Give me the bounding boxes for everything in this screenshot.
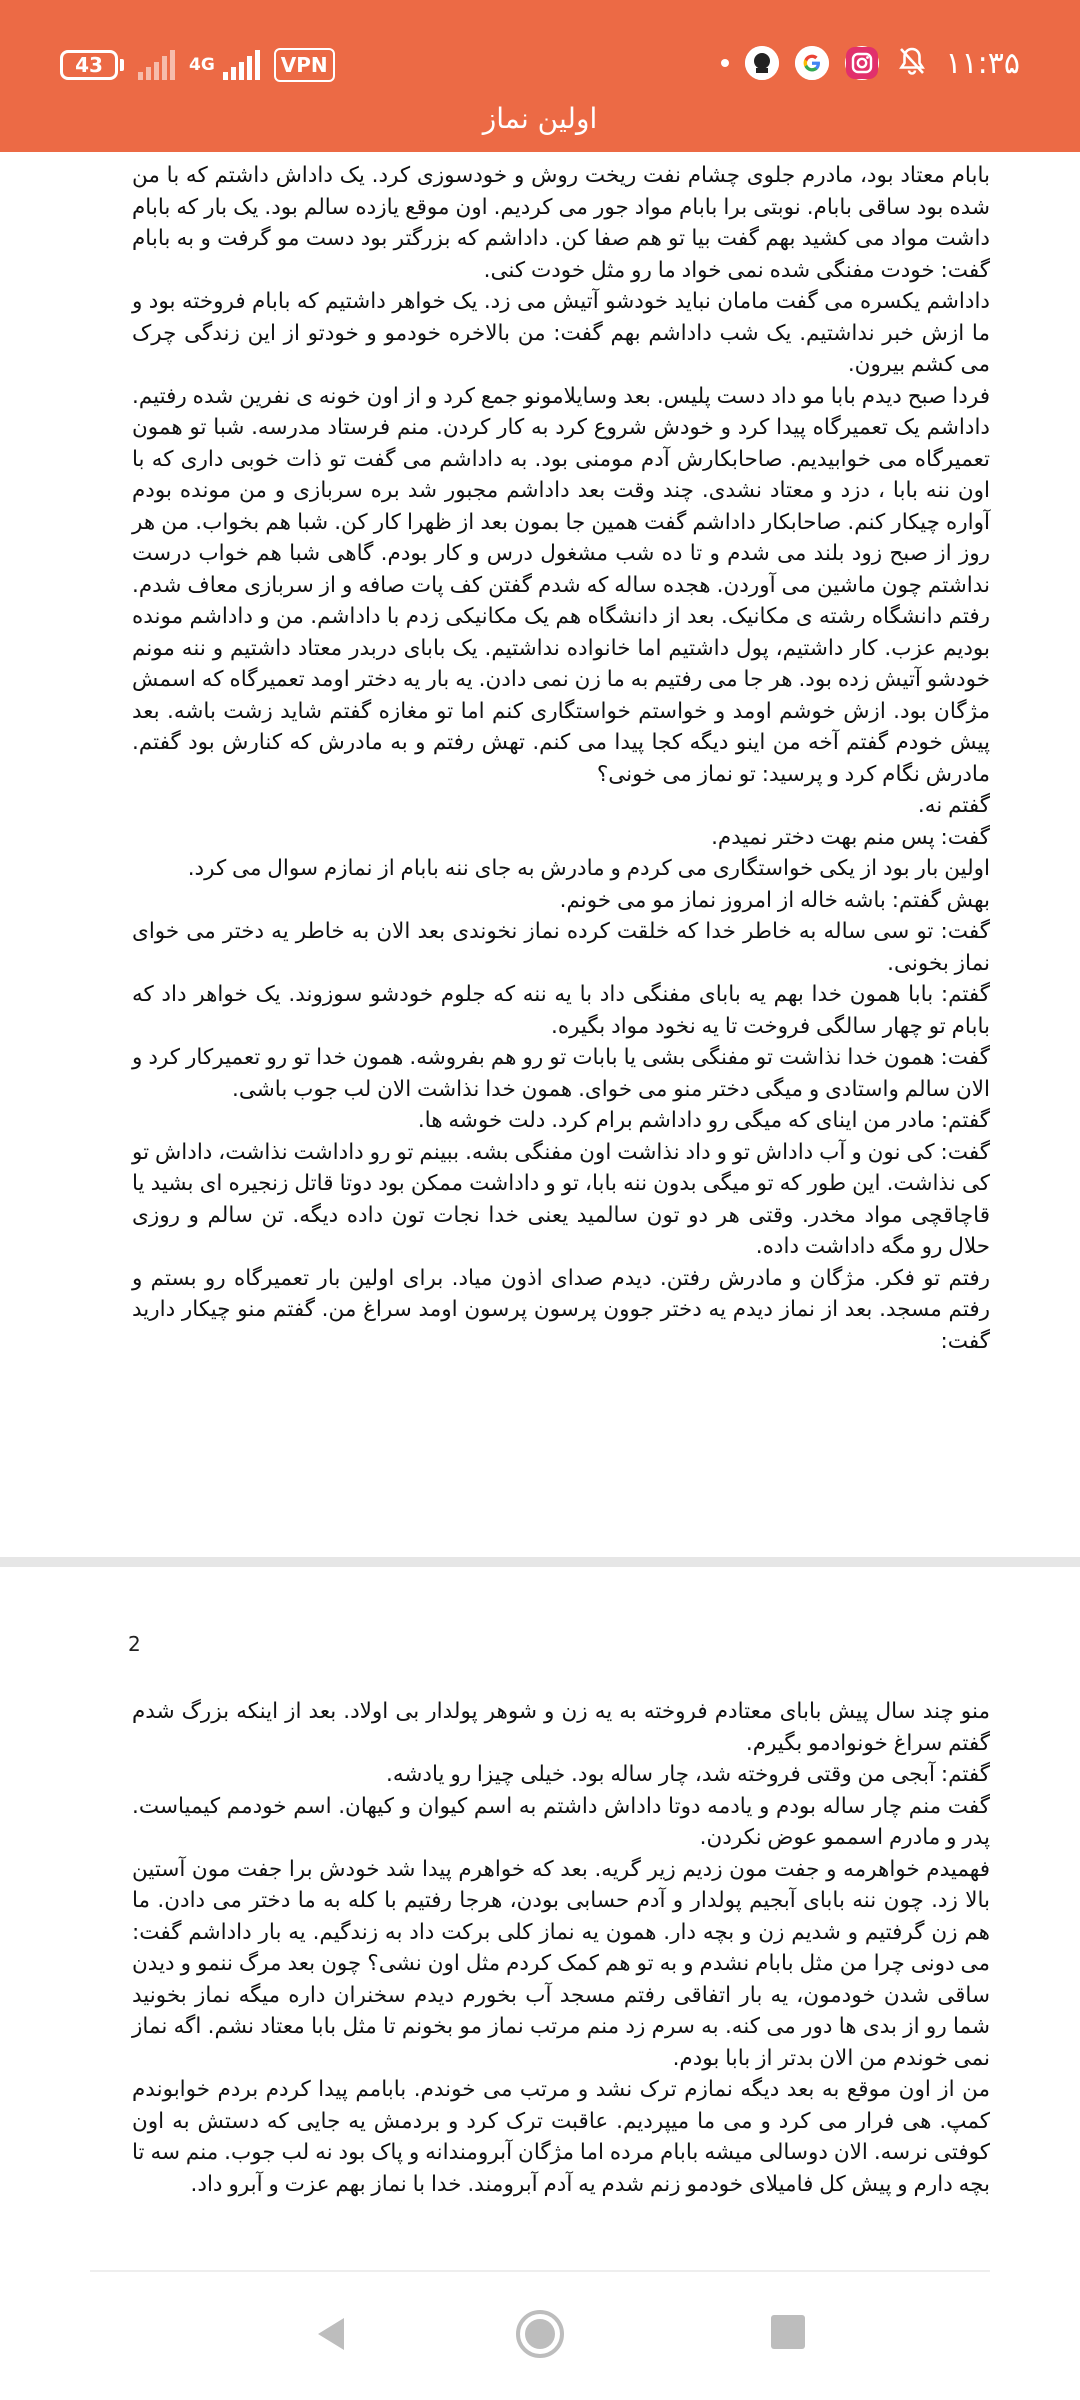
paragraph: فردا صبح دیدم بابا مو داد دست پلیس. بعد وسایلامونو جمع کرد و از اون خونه ی نفرین شده رفتیم. داداشم یک تعمیرگاه پیدا کرد و خودش شروع کرد به کار کردن. منم فرستاد مدرسه. شبا تو همون تعمیرگاه می خوابیدیم. صاحابکارش آدم مومنی بود. به داداشم می گفت تو ذات خوبی داری که با اون ننه بابا ، دزد و معتاد نشدی. چند وقت بعد داداشم مجبور شد بره سربازی و من مونده بودم آواره چیکار کنم. صاحابکار داداشم گفت همین جا بمون بعد از ظهرا کار کن. شبا هم بخواب. من هر روز از صبح زود بلند می شدم و تا ده شب مشغول درس و کار بودم. گاهی شبا هم خواب درست نداشتم چون ماشین می آوردن. هجده ساله که شدم گفتن کف پات صافه و از سربازی معاف شدم. رفتم دانشگاه رشته ی مکانیک. بعد از دانشگاه هم یک مکانیکی زدم با داداشم. من و داداشم مونده بودیم عزب. کار داشتیم، پول داشتیم اما خانواده نداشتیم. یک بابای دربدر معتاد داشتیم و ننه مونم خودشو آتیش زده بود. هر جا می رفتیم به ما زن نمی دادن. یه بار یه دختر اومد تعمیرگاه که اسمش مژگان بود. ازش خوشم اومد و خواستم خواستگاری کنم اما تو مغازه گفتم شاید زشت باشه. بعد پیش خودم گفتم آخه من اینو دیگه کجا پیدا می کنم. تهش رفتم و به مادرش که کنارش بود گفتم. مادرش نگام کرد و پرسید: تو نماز می خونی؟	[132, 383, 990, 787]
network-type: 4G	[189, 54, 215, 75]
document-page-2	[132, 1696, 990, 2200]
paragraph: بهش گفتم: باشه خاله از امروز نماز مو می خونم.	[559, 887, 990, 913]
battery-icon	[60, 50, 118, 80]
paragraph: رفتم تو فکر. مژگان و مادرش رفتن. دیدم صدای اذون میاد. برای اولین بار تعمیرگاه رو بستم و رفتم مسجد. بعد از نماز دیدم یه دختر جوون پرسون پرسون اومد سراغ من. گفتم منو چیکار دارید گفت:	[132, 1265, 990, 1354]
paragraph: گفتم: مادر من اینای که میگی رو داداشم برام کرد. دلت خوشه ها.	[417, 1108, 990, 1133]
paragraph: گفتم: بابا همون خدا بهم یه بابای مفنگی داد با یه ننه که جلوم خودشو سوزوند. یک خواهر داد که بابام تو چهار سالگی فروخت تا یه نخود مواد بگیره.	[132, 982, 990, 1039]
page-number: 2	[128, 1632, 141, 1656]
paragraph: من از اون موقع به بعد دیگه نمازم ترک نشد و مرتب می خوندم. بابامم پیدا کردم بردم خوابوندم کمپ. هی فرار می کرد و می ما میپردیم. عاقبت ترک کرد و بردمش یه جایی که دستش به اون کوفتی نرسه. الان دوسالی میشه بابام مرده اما مژگان آبرومندانه و پاک بود نه لب جوب. منم سه تا بچه دارم و پیش کل فامیلای خودمو زنم شدم یه آدم آبرومند. خدا با نماز بهم عزت و آبرو داد.	[132, 2077, 990, 2197]
google-icon	[795, 46, 829, 80]
top-bar	[0, 0, 1080, 152]
nav-divider	[90, 2270, 990, 2272]
paragraph: گفت منم چار ساله بودم و یادمه دوتا داداش داشتم به اسم کیوان و کیهان. اسم خودمم کیمیاست. پدر و مادرم اسممو عوض نکردن.	[132, 1793, 990, 1850]
vpn-icon: VPN	[274, 48, 335, 82]
paragraph: فهمیدم خواهرمه و جفت مون زدیم زیر گریه. بعد که خواهرم پیدا شد خودش برا جفت مون آستین بالا زد. چون ننه بابای آبجیم پولدار و آدم حسابی بودن، هرجا رفتیم با کله به ما دختر می دادن. ما هم زن گرفتیم و شدیم زن و بچه دار. همون یه نماز کلی برکت داد به زندگیم. یه بار داداشم گفت: می دونی چرا من مثل بابام نشدم و به تو هم کمک کردم مثل اون نشی؟ چون بعد مرگ ننمو و دیدن ساقی شدن خودمون، یه بار اتفاقی رفتم مسجد آب بخورم دیدم سخنران داره میگه نماز بخونید شما رو از بدی ها دور می کنه. به سرم زد منم مرتب نماز مو بخونم تا مثل بابا معتاد نشم. اگه نماز نمی خوندم من الان بدتر از بابا بودم.	[132, 1856, 990, 2071]
mute-icon	[895, 44, 929, 82]
back-icon[interactable]	[310, 2312, 354, 2360]
home-icon[interactable]	[514, 2308, 566, 2364]
document-page-1	[132, 160, 990, 1357]
status-left-group	[60, 48, 335, 82]
status-bar	[0, 0, 1080, 90]
paragraph: اولین بار بود از یکی خواستگاری می کردم و مادرش به جای ننه بابام از نمازم سوال می کرد.	[187, 856, 990, 881]
paragraph: داداشم یکسره می گفت مامان نباید خودشو آتیش می زد. یک خواهر داشتیم که بابام فروخته بود و ما ازش خبر نداشتیم. یک شب داداشم بهم گفت: من بالاخره خودمو و خودتو از این زندگی چرک می کشم بیرون.	[132, 289, 990, 377]
paragraph: منو چند سال پیش بابای معتادم فروخته به یه زن و شوهر پولدار بی اولاد. بعد از اینکه بزرگ شدم گفتم سراغ خونوادمو بگیرم.	[132, 1699, 990, 1756]
paragraph: بابام معتاد بود، مادرم جلوی چشام نفت ریخت روش و خودسوزی کرد. یک داداش داشتم که با من شده بود ساقی بابام. نوبتی برا بابام مواد جور می کردیم. اون موقع یازده سالم بود. یک بار که بابام داشت مواد می کشید بهم گفت بیا تو هم صفا کن. داداشم که بزرگتر بود دست مو گرفت و به بابام گفت: خودت مفنگی شده نمی خواد ما رو مثل خودت کنی.	[132, 163, 990, 283]
page-title: اولین نماز	[482, 102, 598, 135]
navigation-bar	[0, 2262, 1080, 2400]
signal-icon	[138, 50, 175, 80]
status-right-group	[721, 44, 1020, 82]
page-divider	[0, 1557, 1080, 1567]
notification-dot-icon	[721, 59, 729, 67]
paragraph: گفتم: آبجی من وقتی فروخته شد، چار ساله بود. خیلی چیزا رو یادشه.	[386, 1762, 990, 1787]
paragraph: گفت: همون خدا نذاشت تو مفنگی بشی یا بابات تو رو هم بفروشه. همون خدا تو رو تعمیرکار کرد و الان سالم واستادی و میگی دختر منو می خوای. همون خدا نذاشت الان لب جوب باشی.	[132, 1045, 990, 1102]
paragraph: گفتم نه.	[917, 793, 990, 818]
status-time: ۱۱:۳۵	[945, 45, 1020, 81]
instagram-icon	[845, 46, 879, 80]
paragraph: گفت: تو سی ساله به خاطر خدا که خلقت کرده نماز نخوندی بعد الان به خاطر یه دختر می خوای نماز بخونی.	[132, 919, 990, 976]
app-notification-icon	[745, 46, 779, 80]
recents-icon[interactable]	[768, 2312, 808, 2356]
signal-4g-icon	[223, 50, 260, 80]
paragraph: گفت: پس منم بهت دختر نمیدم.	[711, 824, 990, 850]
battery-tip	[120, 59, 124, 71]
battery-level: 43	[75, 53, 103, 77]
paragraph: گفت: کی نون و آب داداش تو و داد نذاشت اون مفنگی بشه. ببینم تو رو داداشت نذاشت، داداش تو کی نذاشت. این طور که تو میگی بدون ننه بابا، تو و داداشت ممکن بود دوتا قاتل زنجیره ای بشید یا قاچاقچی مواد مخدر. وقتی هر دو تون سالمید یعنی خدا نجات تون داده دیگه. تن سالم و روزی حلال رو مگه داداشت داده.	[132, 1139, 990, 1259]
